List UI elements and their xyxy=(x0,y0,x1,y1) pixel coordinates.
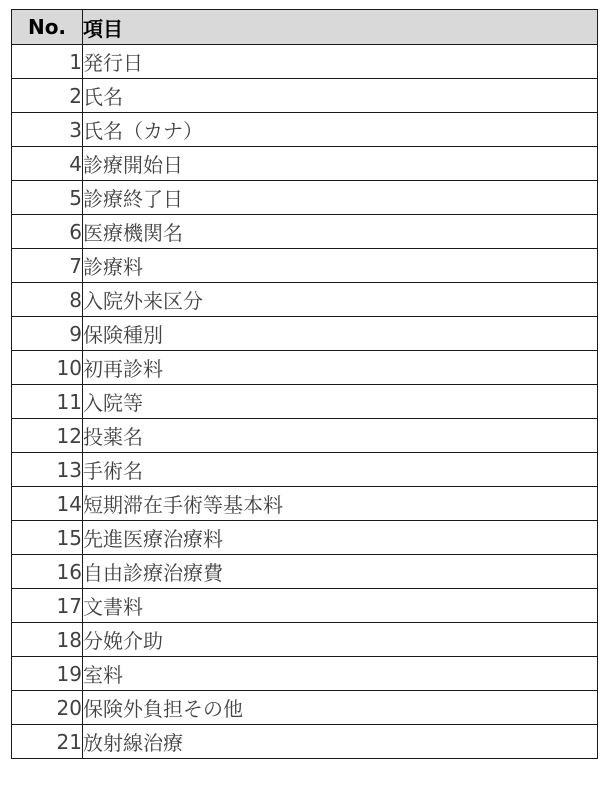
row-number: 2 xyxy=(12,79,83,113)
row-number: 1 xyxy=(12,45,83,79)
row-number: 12 xyxy=(12,419,83,453)
table-row xyxy=(12,215,598,249)
row-number: 11 xyxy=(12,385,83,419)
row-number: 14 xyxy=(12,487,83,521)
table-row xyxy=(12,283,598,317)
row-item: 氏名 xyxy=(83,79,598,113)
table-row xyxy=(12,351,598,385)
row-item: 氏名（カナ） xyxy=(83,113,598,147)
row-number: 20 xyxy=(12,691,83,725)
row-number: 5 xyxy=(12,181,83,215)
row-item: 投薬名 xyxy=(83,419,598,453)
row-item: 文書料 xyxy=(83,589,598,623)
header-item: 項目 xyxy=(83,10,598,45)
table-row xyxy=(12,181,598,215)
row-item: 発行日 xyxy=(83,45,598,79)
table-row xyxy=(12,249,598,283)
row-number: 19 xyxy=(12,657,83,691)
table-row xyxy=(12,657,598,691)
row-number: 18 xyxy=(12,623,83,657)
row-item: 室料 xyxy=(83,657,598,691)
row-item: 診療料 xyxy=(83,249,598,283)
row-item: 診療開始日 xyxy=(83,147,598,181)
row-item: 保険種別 xyxy=(83,317,598,351)
row-number: 8 xyxy=(12,283,83,317)
table-row xyxy=(12,453,598,487)
row-number: 17 xyxy=(12,589,83,623)
table-row xyxy=(12,521,598,555)
row-item: 手術名 xyxy=(83,453,598,487)
row-item: 診療終了日 xyxy=(83,181,598,215)
row-number: 16 xyxy=(12,555,83,589)
row-item: 入院外来区分 xyxy=(83,283,598,317)
row-number: 7 xyxy=(12,249,83,283)
table-row xyxy=(12,419,598,453)
row-item: 分娩介助 xyxy=(83,623,598,657)
table-row xyxy=(12,725,598,759)
row-item: 初再診料 xyxy=(83,351,598,385)
table-row xyxy=(12,623,598,657)
table-row xyxy=(12,113,598,147)
table-row xyxy=(12,79,598,113)
row-number: 21 xyxy=(12,725,83,759)
row-number: 6 xyxy=(12,215,83,249)
row-item: 自由診療治療費 xyxy=(83,555,598,589)
table-row xyxy=(12,589,598,623)
header-no: No. xyxy=(12,10,83,45)
row-number: 4 xyxy=(12,147,83,181)
table-row xyxy=(12,147,598,181)
row-item: 保険外負担その他 xyxy=(83,691,598,725)
row-number: 3 xyxy=(12,113,83,147)
row-item: 入院等 xyxy=(83,385,598,419)
row-number: 9 xyxy=(12,317,83,351)
row-item: 先進医療治療料 xyxy=(83,521,598,555)
items-table xyxy=(11,9,598,759)
table-header xyxy=(12,10,598,45)
row-number: 15 xyxy=(12,521,83,555)
table-row xyxy=(12,691,598,725)
row-item: 医療機関名 xyxy=(83,215,598,249)
table-row xyxy=(12,385,598,419)
table-row xyxy=(12,487,598,521)
row-number: 10 xyxy=(12,351,83,385)
row-item: 短期滞在手術等基本料 xyxy=(83,487,598,521)
row-number: 13 xyxy=(12,453,83,487)
table-row xyxy=(12,45,598,79)
header-row xyxy=(12,10,598,45)
table-row xyxy=(12,555,598,589)
table-row xyxy=(12,317,598,351)
row-item: 放射線治療 xyxy=(83,725,598,759)
table-body xyxy=(12,45,598,759)
